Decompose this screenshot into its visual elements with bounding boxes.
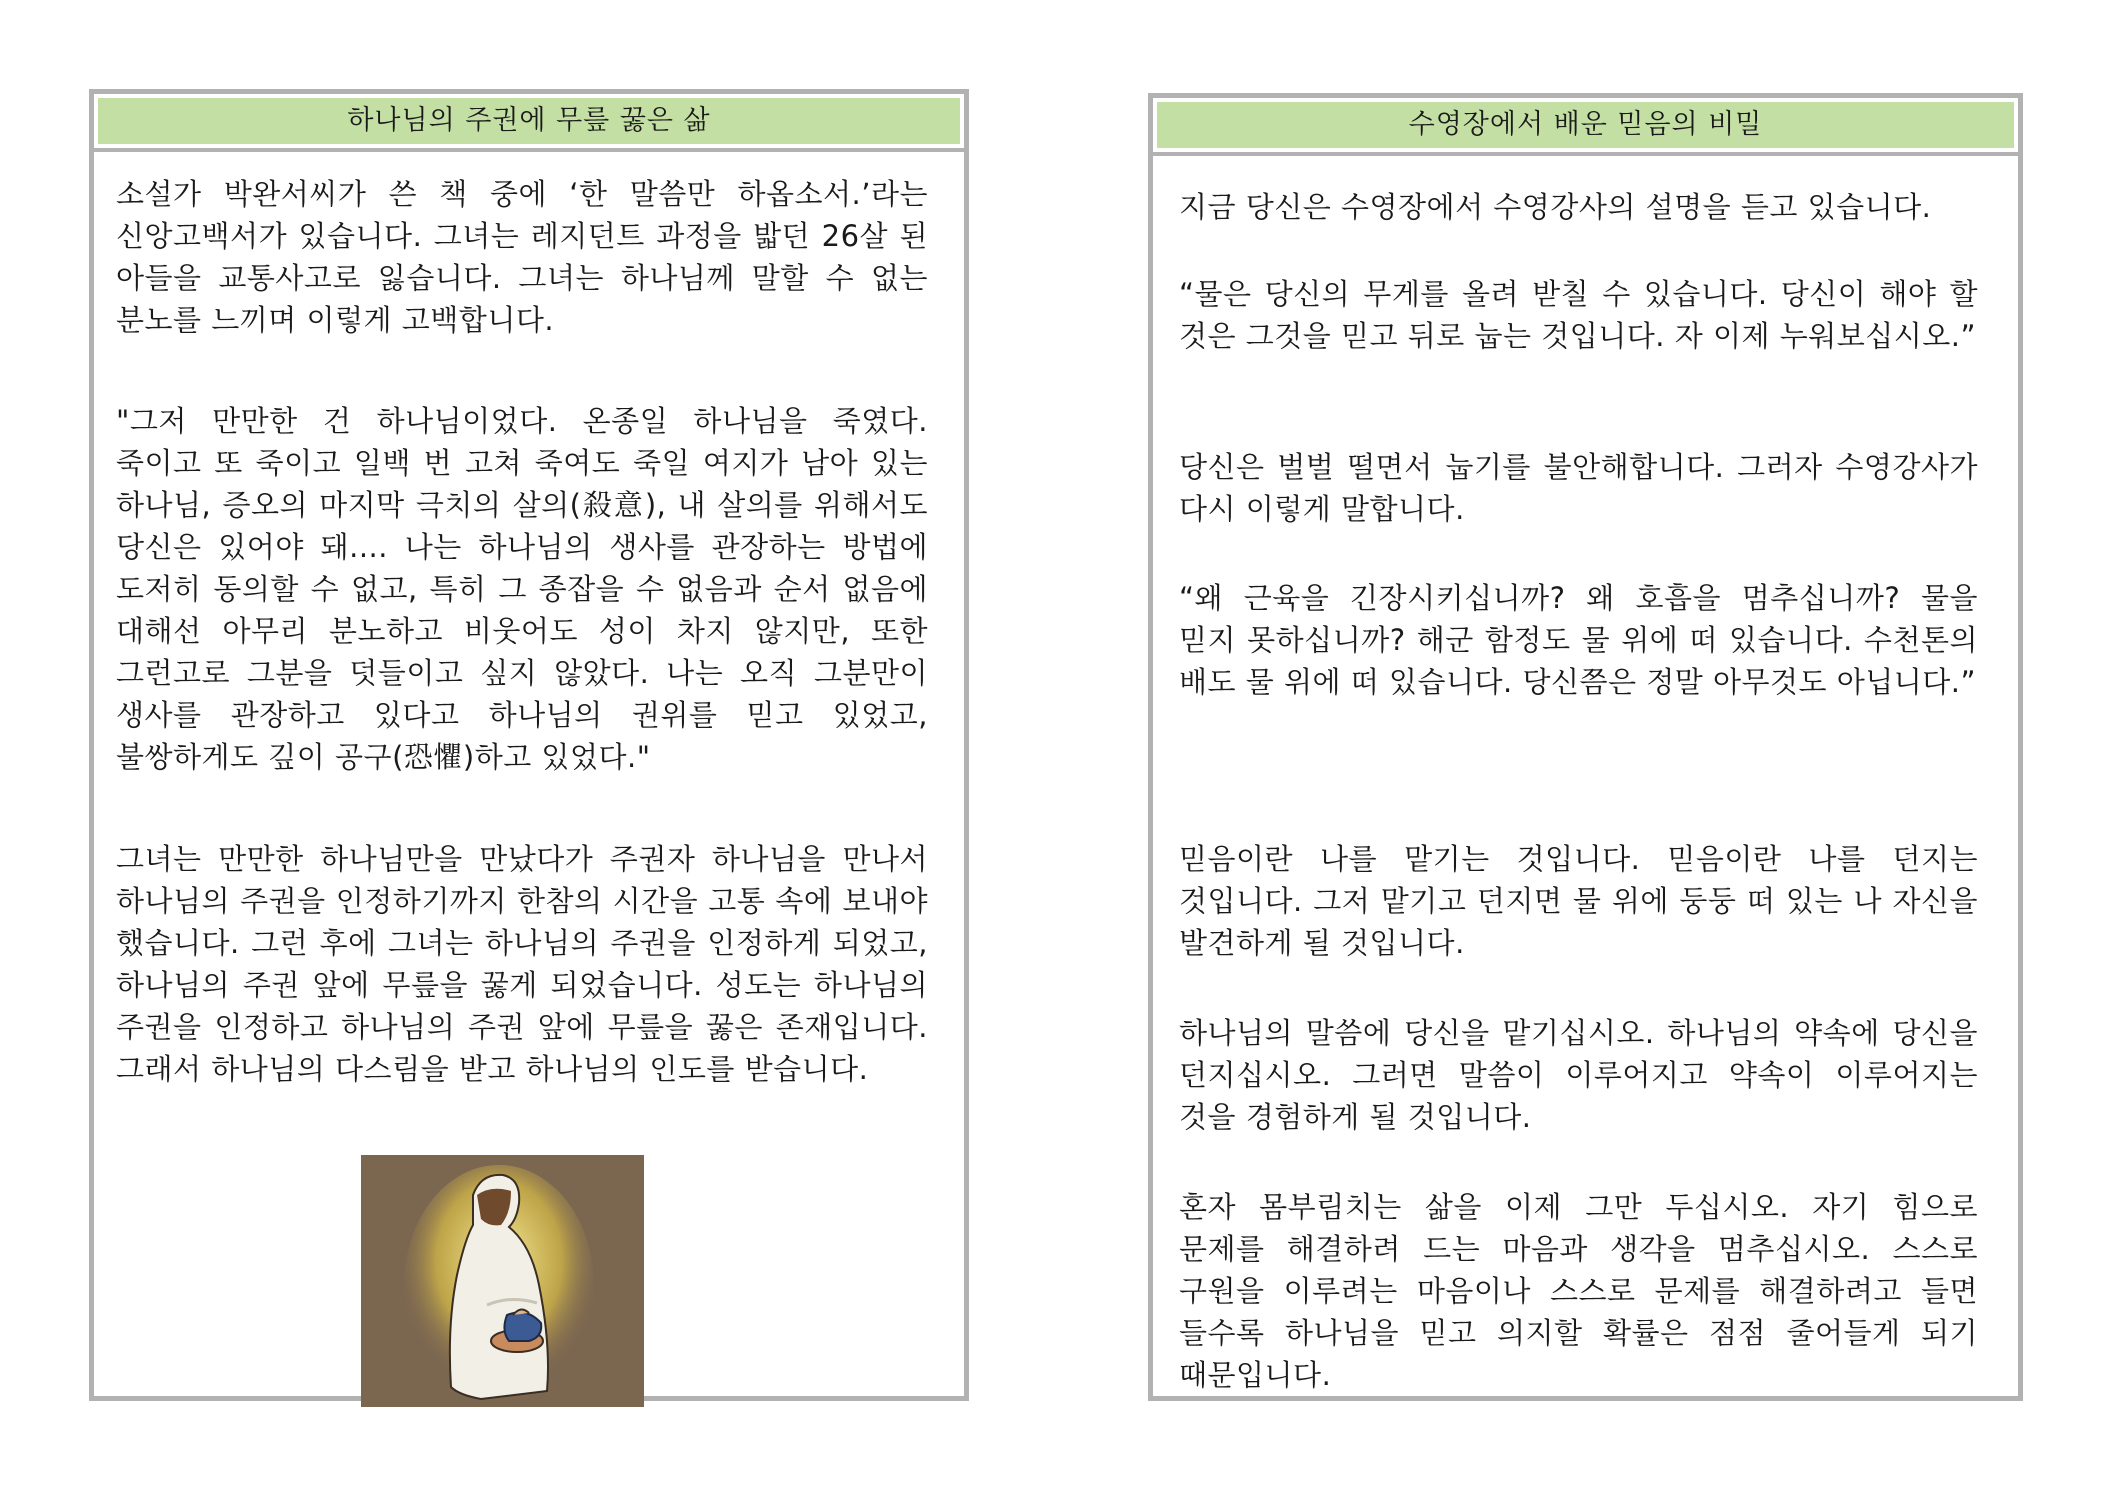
- right-paragraph-4-quote: “왜 근육을 긴장시키십니까? 왜 호흡을 멈추십니까? 물을 믿지 못하십니까? 해군 함정도 물 위에 떠 있습니다. 수천톤의 배도 물 위에 떠 있습니다. 당신쯤은 정말 아무것도 아닙니다.”: [1179, 581, 1978, 699]
- right-page-panel: [1148, 93, 2023, 1401]
- right-panel-title: 수영장에서 배운 믿음의 비밀: [1157, 102, 2014, 148]
- praying-figure-illustration: [361, 1155, 644, 1407]
- right-paragraph-6: 하나님의 말씀에 당신을 맡기십시오. 하나님의 약속에 당신을 던지십시오. 그러면 말씀이 이루어지고 약속이 이루어지는 것을 경험하게 될 것입니다.: [1179, 1016, 1978, 1134]
- right-paragraph-2-quote: “물은 당신의 무게를 올려 받칠 수 있습니다. 당신이 해야 할 것은 그것을 믿고 뒤로 눕는 것입니다. 자 이제 누워보십시오.”: [1179, 277, 1978, 353]
- left-paragraph-1: 소설가 박완서씨가 쓴 책 중에 ‘한 말씀만 하옵소서.’라는 신앙고백서가 있습니다. 그녀는 레지던트 과정을 밟던 26살 된 아들을 교통사고로 잃습니다. 그녀는 하나님께 말할 수 없는 분노를 느끼며 이렇게 고백합니다.: [116, 177, 928, 337]
- right-paragraph-5: 믿음이란 나를 맡기는 것입니다. 믿음이란 나를 던지는 것입니다. 그저 맡기고 던지면 물 위에 둥둥 떠 있는 나 자신을 발견하게 될 것입니다.: [1179, 842, 1978, 960]
- left-paragraph-2-quote: "그저 만만한 건 하나님이었다. 온종일 하나님을 죽였다. 죽이고 또 죽이고 일백 번 고쳐 죽여도 죽일 여지가 남아 있는 하나님, 증오의 마지막 극치의 살의(殺意), 내 살의를 위해서도 당신은 있어야 돼.... 나는 하나님의 생사를 관장하는 방법에 도저히 동의할 수 없고, 특히 그 종잡을 수 없음과 순서 없음에 대해선 아무리 분노하고 비웃어도 성이 차지 않지만, 또한 그런고로 그분을 덧들이고 싶지 않았다. 나는 오직 그분만이 생사를 관장하고 있다고 하나님의 권위를 믿고 있었고, 불쌍하게도 깊이 공구(恐懼)하고 있었다.": [116, 404, 928, 774]
- praying-figure-image: [361, 1155, 644, 1407]
- right-paragraph-3: 당신은 벌벌 떨면서 눕기를 불안해합니다. 그러자 수영강사가 다시 이렇게 말합니다.: [1179, 450, 1978, 526]
- right-panel-body: [1153, 152, 2018, 1396]
- right-paragraph-1: 지금 당신은 수영장에서 수영강사의 설명을 듣고 있습니다.: [1179, 190, 1932, 224]
- right-paragraph-7: 혼자 몸부림치는 삶을 이제 그만 두십시오. 자기 힘으로 문제를 해결하려 드는 마음과 생각을 멈추십시오. 스스로 구원을 이루려는 마음이나 스스로 문제를 해결하려고 들면 들수록 하나님을 믿고 의지할 확률은 점점 줄어들게 되기 때문입니다.: [1179, 1190, 1978, 1392]
- left-page-panel: [89, 89, 969, 1401]
- left-paragraph-3: 그녀는 만만한 하나님만을 만났다가 주권자 하나님을 만나서 하나님의 주권을 인정하기까지 한참의 시간을 고통 속에 보내야 했습니다. 그런 후에 그녀는 하나님의 주권을 인정하게 되었고, 하나님의 주권 앞에 무릎을 꿇게 되었습니다. 성도는 하나님의 주권을 인정하고 하나님의 주권 앞에 무릎을 꿇은 존재입니다. 그래서 하나님의 다스림을 받고 하나님의 인도를 받습니다.: [116, 842, 928, 1086]
- left-panel-title: 하나님의 주권에 무릎 꿇은 삶: [98, 98, 960, 144]
